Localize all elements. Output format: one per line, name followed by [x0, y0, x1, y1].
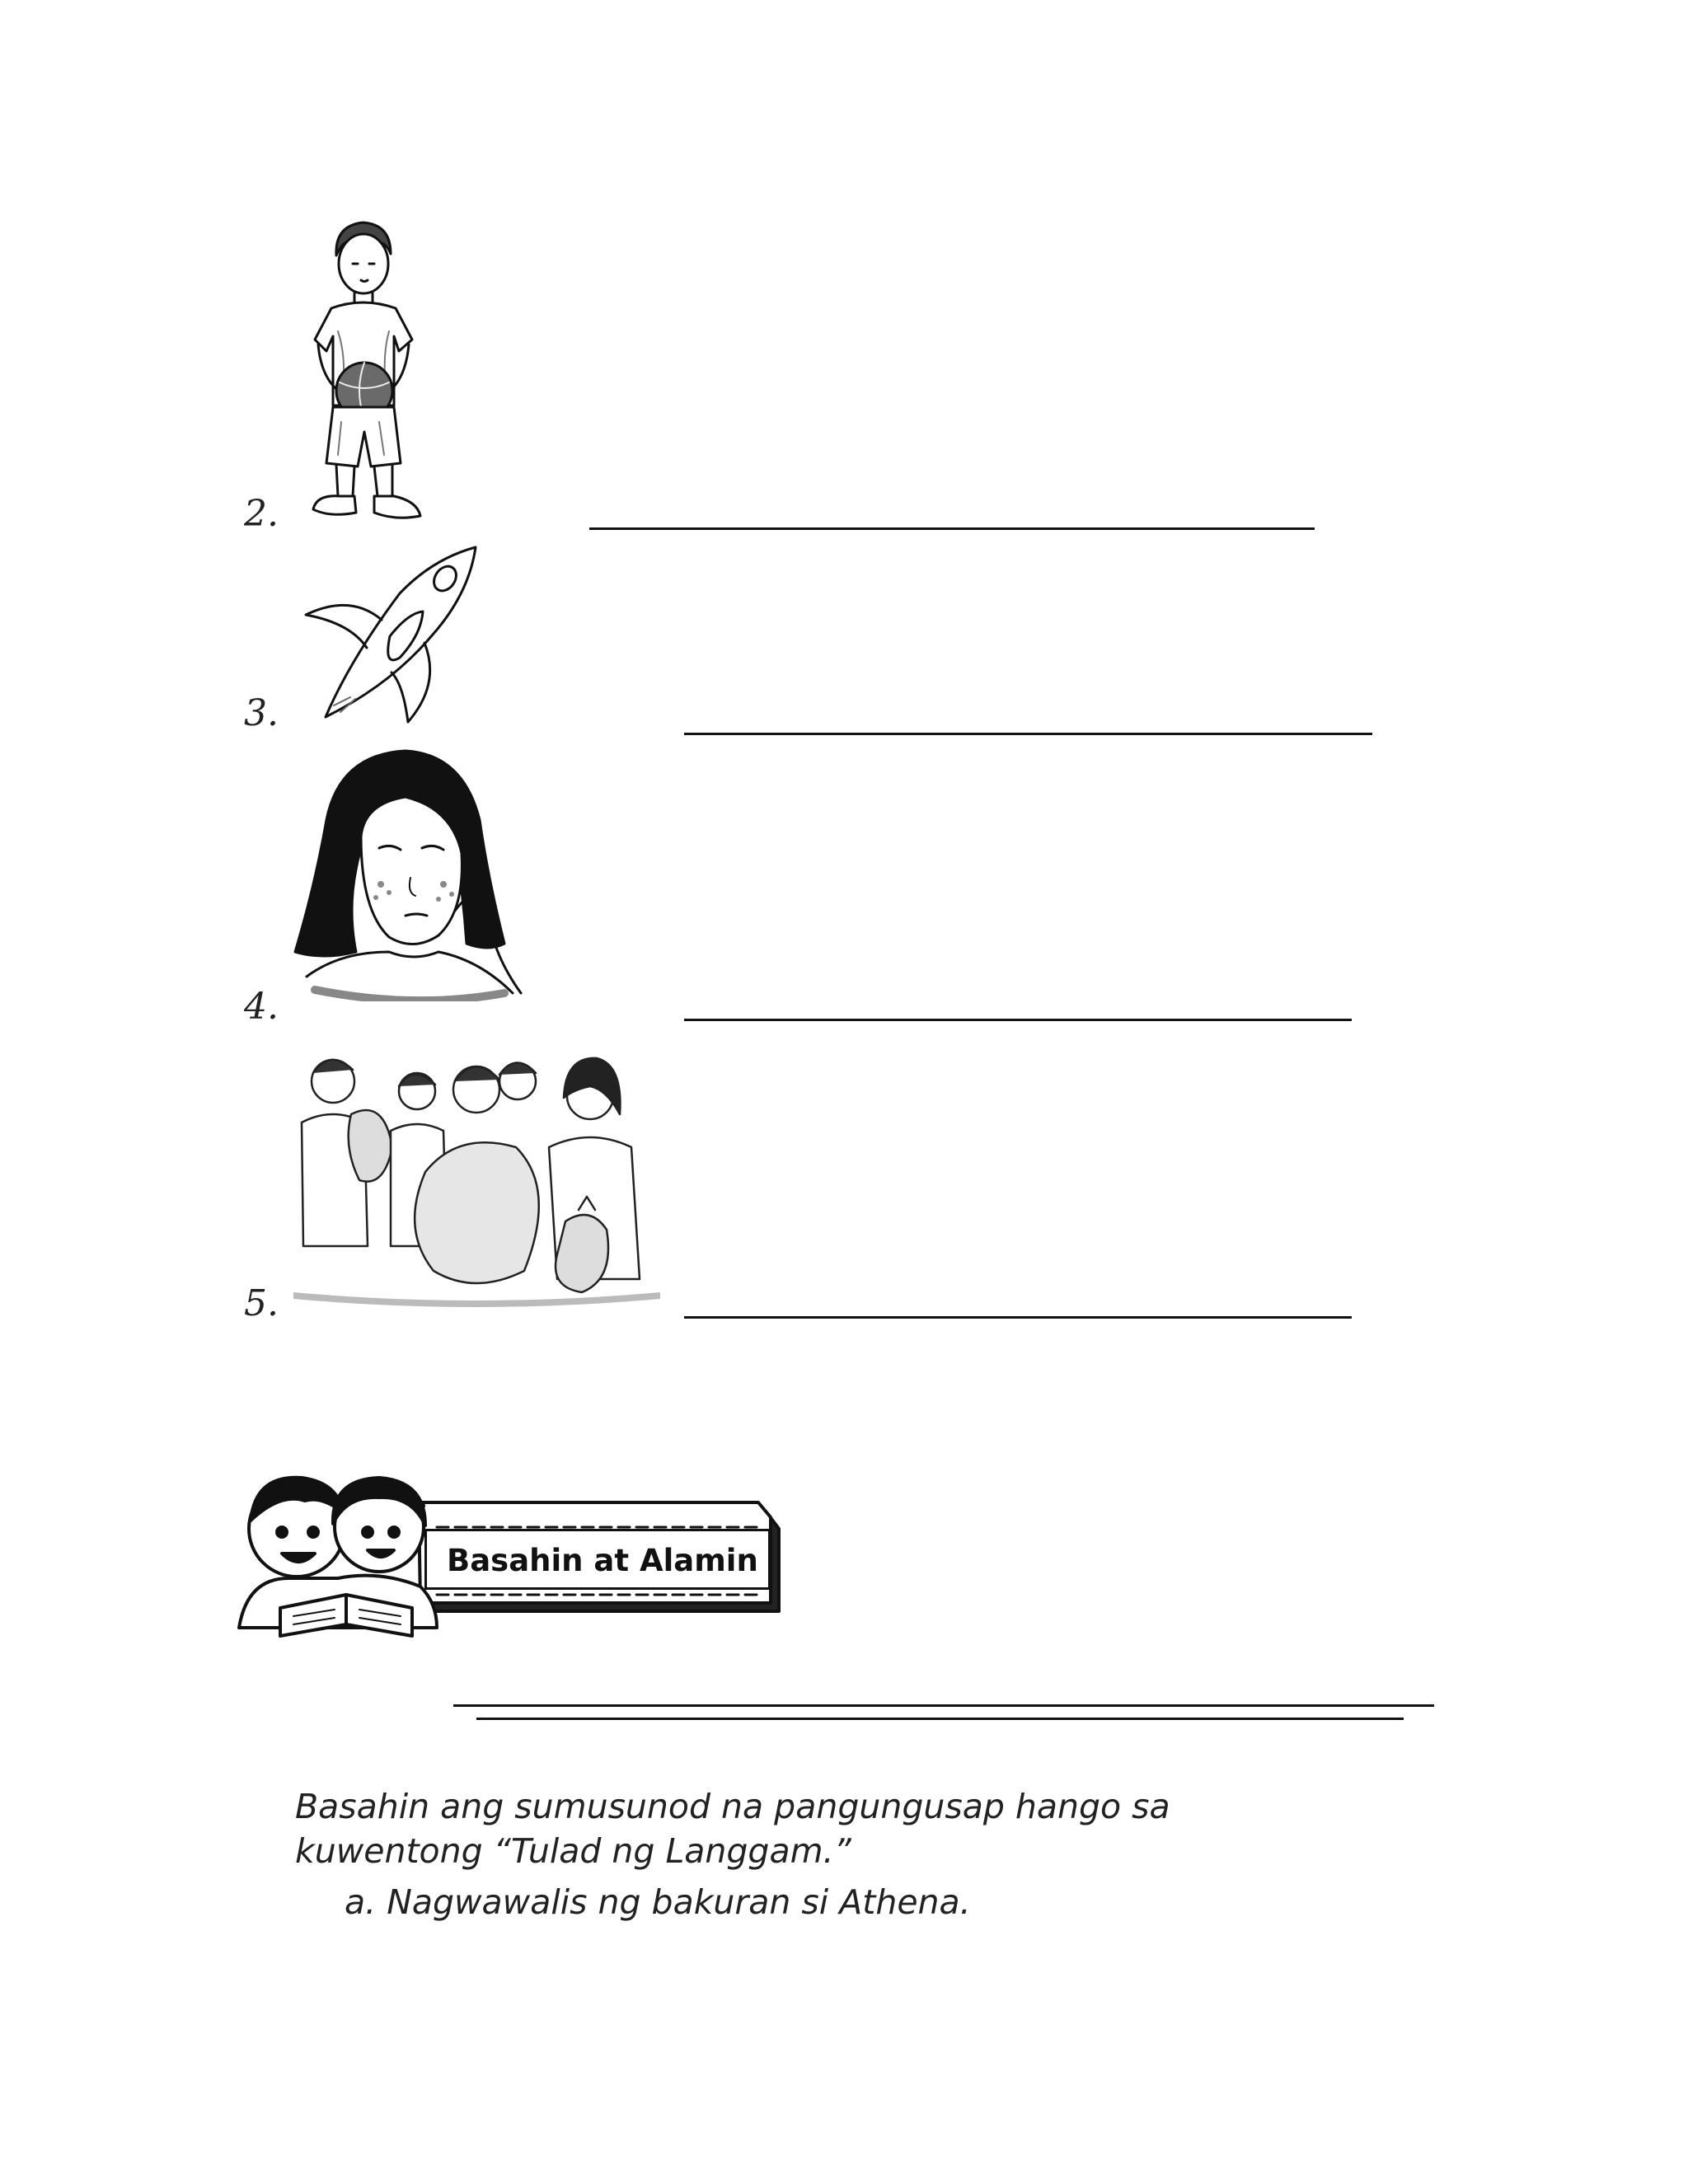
answer-line[interactable]: [684, 733, 1372, 735]
girl-with-pimples-icon: [290, 746, 537, 1001]
rocket-icon: [301, 544, 486, 725]
item-number: 5.: [244, 1282, 279, 1324]
divider-line: [453, 1704, 1434, 1707]
people-with-garbage-bags-icon: [293, 1048, 660, 1312]
answer-line[interactable]: [589, 527, 1315, 530]
instruction-text: kuwentong “Tulad ng Langgam.”: [295, 1831, 851, 1871]
answer-line[interactable]: [684, 1019, 1352, 1021]
sentence-a: a. Nagwawalis ng bakuran si Athena.: [345, 1882, 971, 1922]
banner-label: Basahin at Alamin: [447, 1543, 758, 1578]
item-number: 2.: [244, 493, 279, 535]
item-number: 3.: [244, 692, 279, 734]
boy-with-ball-icon: [288, 216, 437, 523]
item-number: 4.: [244, 986, 279, 1028]
section-banner: [231, 1463, 783, 1644]
answer-line[interactable]: [684, 1316, 1352, 1319]
divider-line: [476, 1718, 1404, 1720]
instruction-text: Basahin ang sumusunod na pangungusap hango sa: [295, 1787, 1170, 1826]
